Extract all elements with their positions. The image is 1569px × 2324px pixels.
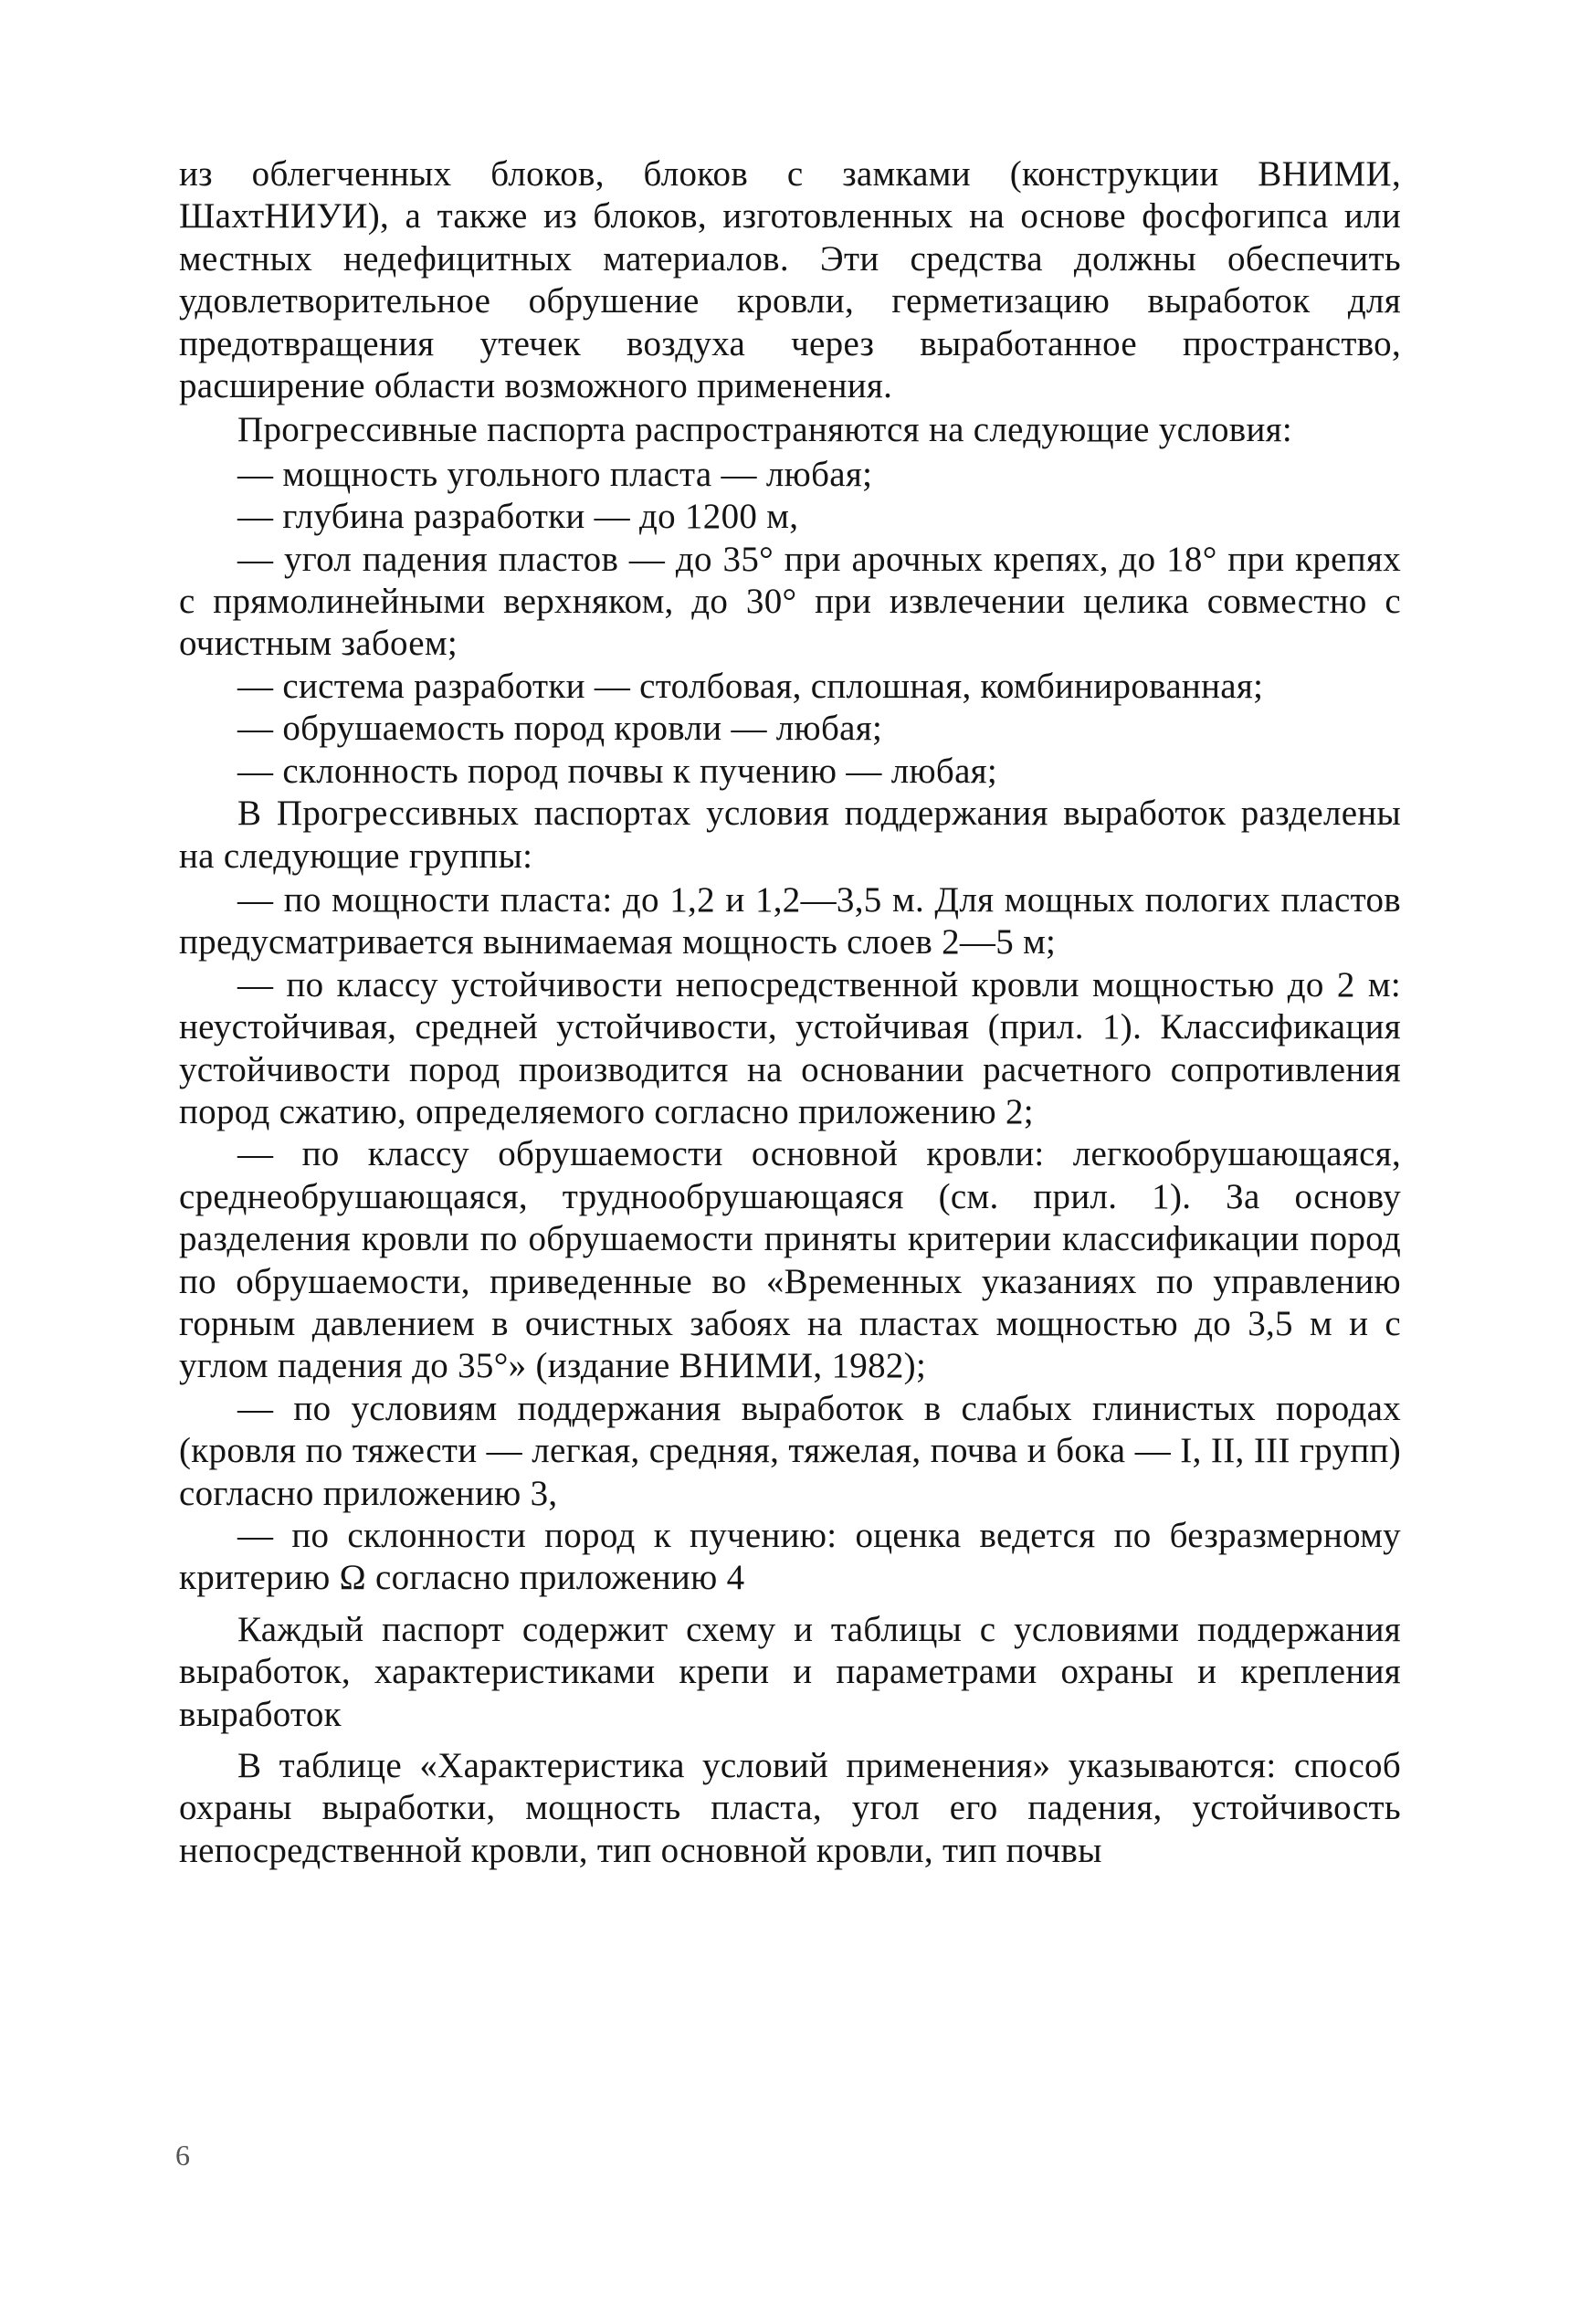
list-item-dip-angle: — угол падения пластов — до 35° при арочных крепях, до 18° при крепях с прямолинейными верхняком, до 30° при извлечении целика совместно с очистным забоем; — [179, 539, 1401, 664]
list-item-seam-thickness: — мощность угольного пласта — любая; — [237, 454, 873, 494]
paragraph-groups-intro: В Прогрессивных паспортах условия поддержания выработок разделены на следующие группы: — [179, 794, 1401, 876]
paragraph-passport-conditions: Прогрессивные паспорта распространяются на следующие условия: — [237, 410, 1293, 450]
list-item-mining-system: — система разработки — столбовая, сплошная, комбинированная; — [237, 666, 1264, 706]
list-item-mining-depth: — глубина разработки — до 1200 м, — [237, 497, 799, 537]
list-item-group-roof-stability: — по классу устойчивости непосредственной кровли мощностью до 2 м: неустойчивая, средней устойчивости, устойчивая (прил. 1). Классификация устойчивости пород производится на основании расчетного сопротивления пород сжатию, определяемого согласно приложению 2; — [179, 964, 1401, 1131]
paragraph-blocks-materials: из облегченных блоков, блоков с замками (конструкции ВНИМИ, ШахтНИУИ), а также из блоков, изготовленных на основе фосфогипса или местных недефицитных материалов. Эти средства должны обеспечить удовлетворительное обрушение кровли, герметизацию выработок для предотвращения утечек воздуха через выработанное пространство, расширение области возможного применения. — [179, 154, 1401, 406]
list-item-group-roof-caving: — по классу обрушаемости основной кровли: легкообрушающаяся, среднеобрушающаяся, труднообрушающаяся (см. прил. 1). За основу разделения кровли по обрушаемости приняты критерии классификации пород по обрушаемости, приведенные во «Временных указаниях по управлению горным давлением в очистных забоях на пластах мощностью до 3,5 м и с углом падения до 35°» (издание ВНИМИ, 1982); — [179, 1134, 1401, 1386]
list-item-floor-heaving: — склонность пород почвы к пучению — любая; — [237, 751, 998, 791]
list-item-group-heaving: — по склонности пород к пучению: оценка ведется по безразмерному критерию Ω согласно приложению 4 — [179, 1516, 1401, 1598]
paragraph-table-characteristics: В таблице «Характеристика условий применения» указываются: способ охраны выработки, мощность пласта, угол его падения, устойчивость непосредственной кровли, тип основной кровли, тип почвы — [179, 1746, 1401, 1870]
document-page — [179, 153, 1401, 1874]
list-item-roof-caving: — обрушаемость пород кровли — любая; — [237, 709, 883, 749]
list-item-group-thickness: — по мощности пласта: до 1,2 и 1,2—3,5 м. Для мощных пологих пластов предусматривается вынимаемая мощность слоев 2—5 м; — [179, 879, 1401, 962]
page-number: 6 — [175, 2139, 190, 2172]
paragraph-passport-content: Каждый паспорт содержит схему и таблицы с условиями поддержания выработок, характеристиками крепи и параметрами охраны и крепления выработок — [179, 1609, 1401, 1734]
list-item-group-clay-rocks: — по условиям поддержания выработок в слабых глинистых породах (кровля по тяжести — легкая, средняя, тяжелая, почва и бока — I, II, III групп) согласно приложению 3, — [179, 1388, 1401, 1513]
